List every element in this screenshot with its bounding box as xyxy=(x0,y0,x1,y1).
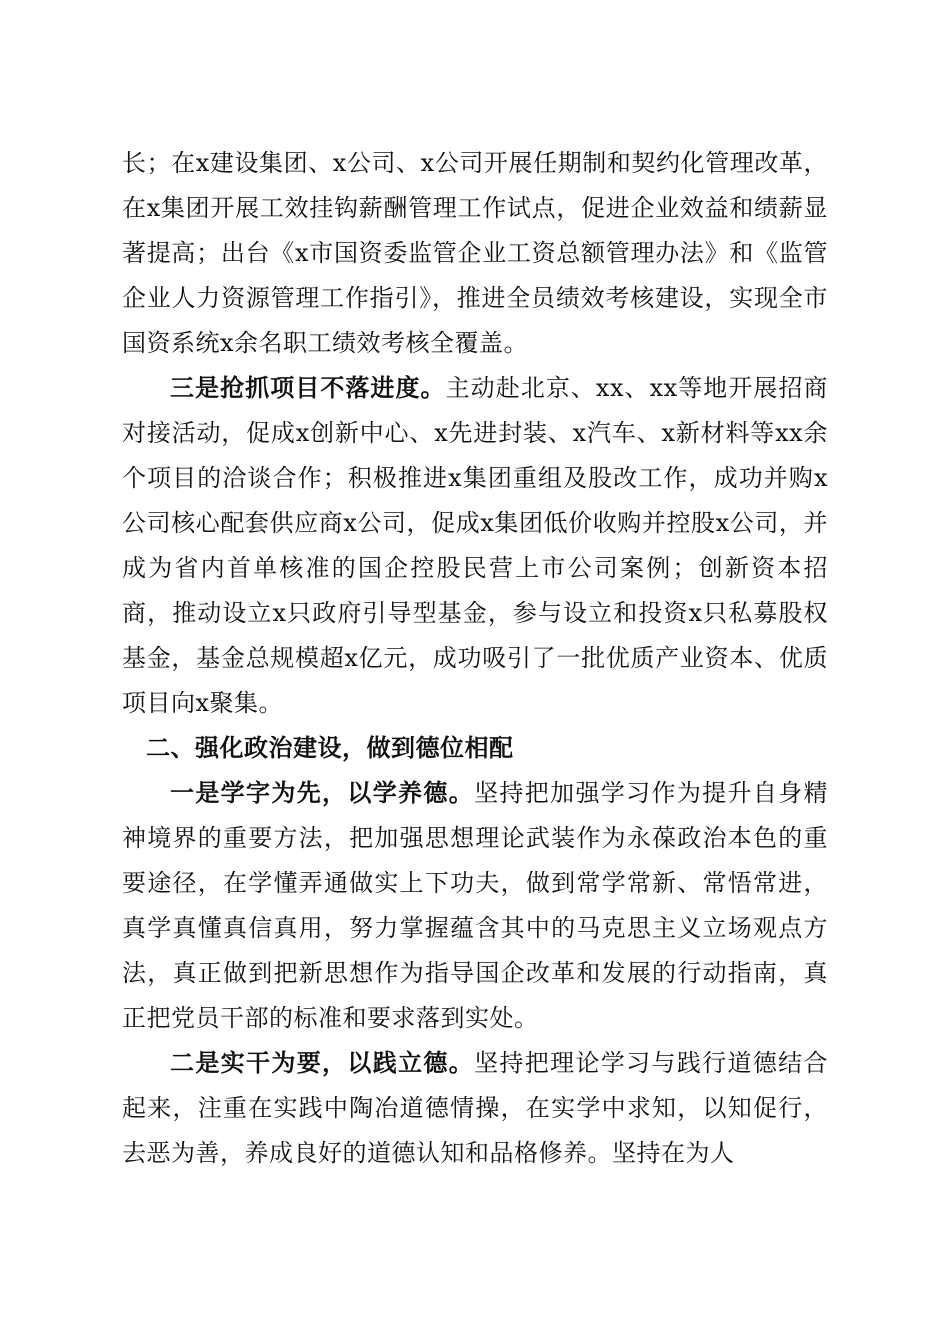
paragraph-text: 坚持把理论学习与践行道德结合起来，注重在实践中陶冶道德情操，在实学中求知，以知促行，去恶为善，养成良好的道德认知和品格修养。坚持在为人 xyxy=(122,1049,829,1167)
document-body xyxy=(122,141,828,1176)
section-heading: 二、强化政治建设，做到德位相配 xyxy=(146,734,514,762)
paragraph-continuation xyxy=(122,141,828,366)
paragraph-text: 长；在x建设集团、x公司、x公司开展任期制和契约化管理改革，在x集团开展工效挂钩薪酬管理工作试点，促进企业效益和绩薪显著提高；出台《x市国资委监管企业工资总额管理办法》和《监管企业人力资源管理工作指引》，推进全员绩效考核建设，实现全市国资系统x余名职工绩效考核全覆盖。 xyxy=(122,149,828,357)
paragraph-learning xyxy=(122,771,828,1041)
paragraph-practice xyxy=(122,1041,828,1176)
paragraph-text: 主动赴北京、xx、xx等地开展招商对接活动，促成x创新中心、x先进封装、x汽车、x新材料等xx余个项目的洽谈合作；积极推进x集团重组及股改工作，成功并购x公司核心配套供应商x公司，促成x集团低价收购并控股x公司，并成为省内首单核准的国企控股民营上市公司案例；创新资本招商，推动设立x只政府引导型基金，参与设立和投资x只私募股权基金，基金总规模超x亿元，成功吸引了一批优质产业资本、优质项目向x聚集。 xyxy=(122,374,829,717)
paragraph-text: 坚持把加强学习作为提升自身精神境界的重要方法，把加强思想理论武装作为永葆政治本色的重要途径，在学懂弄通做实上下功夫，做到常学常新、常悟常进，真学真懂真信真用，努力掌握蕴含其中的马克思主义立场观点方法，真正做到把新思想作为指导国企改革和发展的行动指南，真正把党员干部的标准和要求落到实处。 xyxy=(122,779,829,1032)
paragraph-lead: 一是学字为先，以学养德。 xyxy=(170,779,475,807)
paragraph-project-progress xyxy=(122,366,828,726)
paragraph-lead: 二是实干为要，以践立德。 xyxy=(170,1049,475,1077)
paragraph-lead: 三是抢抓项目不落进度。 xyxy=(170,374,446,402)
